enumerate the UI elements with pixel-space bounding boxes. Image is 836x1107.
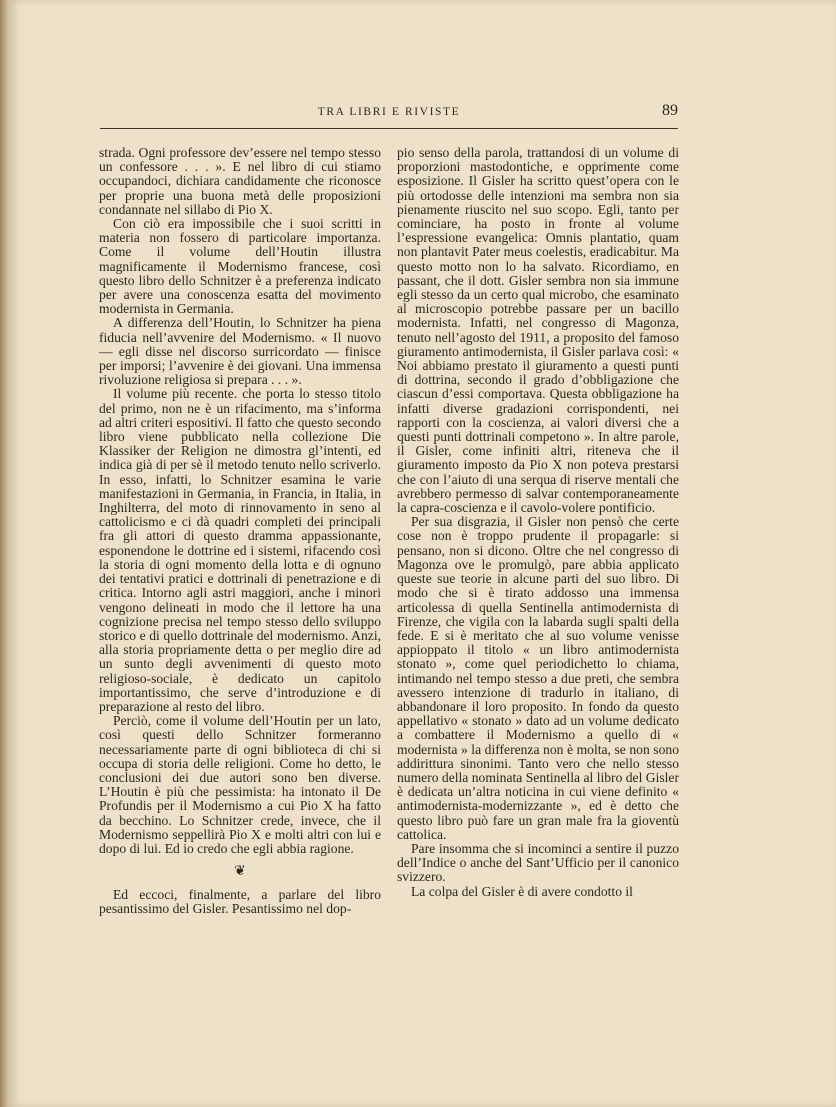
header-rule [100,128,678,129]
paragraph: Pare insomma che si incominci a sentire il puzzo dell’Indice o anche del Sant’Ufficio per il canonico svizzero. [397,840,679,885]
running-head [100,104,678,124]
paragraph: pio senso della parola, trattandosi di un volume di proporzioni mastodontiche, e opprimente come esposizione. Il Gisler ha scritto quest’opera con le più ortodosse delle intenzioni ma sembra non sia pienamente riuscito nel suo scopo. Egli, tanto per cominciare, ha posto in fronte al volume l’espressione evangelica: Omnis plantatio, quam non plantavit Pater meus coelestis, eradicabitur. Ma questo motto non lo ha salvato. Ricordiamo, en passant, che il dott. Gisler sembra non sia immune egli stesso da un certo qual microbo, che esaminato al microscopio potrebbe passare per un bacillo modernista. Infatti, nel congresso di Magonza, tenuto nell’agosto del 1911, a proposito del famoso giuramento antimodernista, il Gisler parlava così: « Noi abbiamo prestato il giuramento a questi punti di dottrina, secondo il grado d’obbligazione che ciascun d’essi comportava. Questa obbligazione ha infatti diverse gradazioni corrispondenti, nei rapporti con la coscienza, ai valori diversi che a questi punti dottrinali competono ». In altre parole, il Gisler, come infiniti altri, riteneva che il giuramento imposto da Pio X non poteva prestarsi che con l’aiuto di una serqua di riserve mentali che avrebbero permesso di salvar contemporaneamente la capra-coscienza e il cavolo-volere pontificio. [397,145,679,516]
left-column [99,146,381,917]
paragraph: A differenza dell’Houtin, lo Schnitzer ha piena fiducia nell’avvenire del Modernismo. « Il nuovo — egli disse nel discorso surricordato — finisce per imporsi; l’avvenire è dei giovani. Una immensa rivoluzione religiosa si prepara . . . ». [99,315,381,388]
paragraph: Con ciò era impossibile che i suoi scritti in materia non fossero di particolare importanza. Come il volume dell’Houtin illustra magnificamente il Modernismo francese, così questo libro dello Schnitzer è a preferenza indicato per avere una conoscenza esatta del movimento modernista in Germania. [99,216,381,317]
paragraph: strada. Ogni professore dev’essere nel tempo stesso un confessore . . . ». E nel libro di cui stiamo occupandoci, dichiara candidamente che riconosce per proprie una buona metà delle proposizioni condannate nel sillabo di Pio X. [99,145,381,217]
paragraph: Ed eccoci, finalmente, a parlare del libro pesantissimo del Gisler. Pesantissimo nel dop- [99,887,381,917]
page-number: 89 [662,102,678,119]
paragraph: La colpa del Gisler è di avere condotto il [411,883,633,899]
paragraph: Per sua disgrazia, il Gisler non pensò che certe cose non è troppo prudente il propagarle: si pensano, non si dicono. Oltre che nel congresso di Magonza ove le promulgò, pare abbia applicato queste sue teorie in alcune parti del suo libro. Di modo che si è tirato addosso una immensa articolessa di quella Sentinella antimodernista di Firenze, che vigila con la labarda sugli spalti della fede. E si è meritato che al suo volume venisse appioppato il titolo « un libro antimodernista stonato », come quel periodichetto lo chiama, intimando nel tempo stesso a due preti, che sembra avessero intenzione di tradurlo in italiano, di abbandonare il loro proposito. In fondo da questo appellativo « stonato » dato ad un volume dedicato a combattere il Modernismo a quello di « modernista » la differenza non è molta, se non sono addirittura sinonimi. Tanto vero che nello stesso numero della nominata Sentinella al libro del Gisler è dedicata un’altra noticina in cui viene definito « antimodernista-modernizzante », ed è detto che questo libro può fare un gran male fra la gioventù cattolica. [397,514,679,842]
paragraph: Perciò, come il volume dell’Houtin per un lato, così questi dello Schnitzer formeranno necessariamente parte di ogni biblioteca di chi si occupa di storia delle religioni. Come ho detto, le conclusioni dei due autori sono ben diverse. L’Houtin è più che pessimista: ha intonato il De Profundis per il Modernismo a cui Pio X ha fatto da becchino. Lo Schnitzer crede, invece, che il Modernismo seppellirà Pio X e molti altri con lui e dopo di lui. Ed io credo che egli abbia ragione. [99,713,381,856]
section-ornament-icon: ❦ [234,864,246,880]
paragraph: Il volume più recente. che porta lo stesso titolo del primo, non ne è un rifacimento, ma s’informa ad altri criteri espositivi. Il fatto che questo secondo libro viene pubblicato nella collezione Die Klassiker der Religion ne dimostra gl’intenti, ed indica già di per sè il metodo tenuto nello scriverlo. In esso, infatti, lo Schnitzer esamina le varie manifestazioni in Germania, in Francia, in Italia, in Inghilterra, del moto di rinnovamento in seno al cattolicismo e ci dà quadri completi dei principali fra gli attori di questo dramma appassionante, esponendone le dottrine ed i sistemi, rifacendo così la storia di ogni momento della lotta e di ognuno dei tentativi pratici e dottrinali di penetrazione e di critica. Intorno agli astri maggiori, anche i minori vengono delineati in modo che il lettore ha una cognizione precisa nel tempo stesso dello sviluppo storico e di quello dottrinale del modernismo. Anzi, alla storia propriamente detta o per meglio dire ad un sunto degli avvenimenti di questo moto religioso-sociale, è dedicato un capitolo importantissimo, che serve d’introduzione e di preparazione al resto del libro. [99,386,381,714]
right-column [397,146,679,899]
running-head-title: TRA LIBRI E RIVISTE [317,106,461,118]
